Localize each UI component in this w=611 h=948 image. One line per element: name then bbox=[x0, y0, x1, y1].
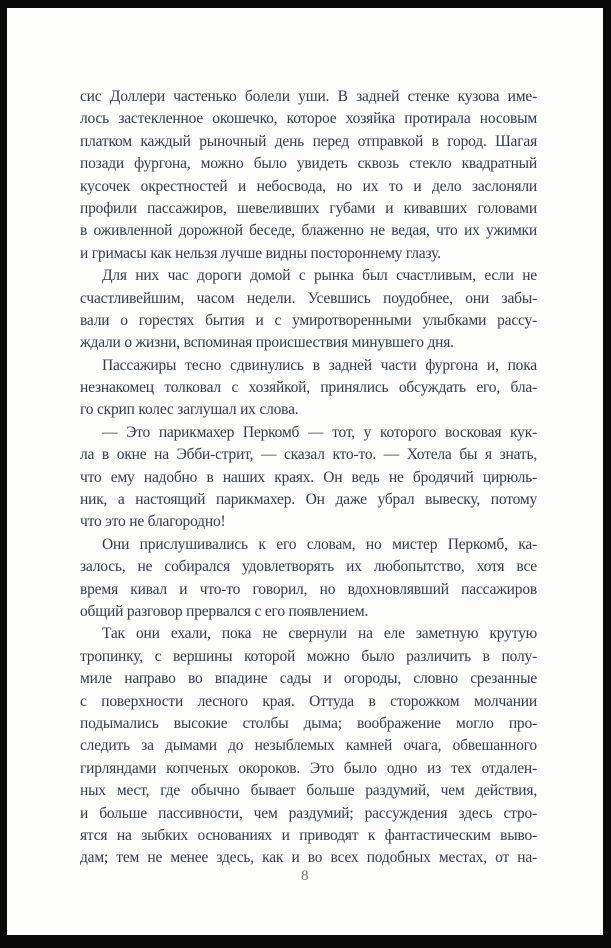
text-line: общий разговор прервался с его появлением. bbox=[80, 602, 369, 620]
text-line: Так они ехали, пока не свернули на еле заметную крутую bbox=[102, 625, 537, 643]
text-line: и гримасы как нельзя лучше видны постороннему глазу. bbox=[80, 244, 441, 262]
text-line: Для них час дороги домой с рынка был счастливым, если не bbox=[102, 267, 537, 285]
text-line: ник, а настоящий парикмахер. Он даже убрал вывеску, потому bbox=[80, 491, 537, 509]
text-line: ятся на зыбких основаниях и приводят к фантастическим выво- bbox=[80, 826, 537, 844]
page-number: 8 bbox=[301, 868, 309, 884]
text-line: с поверхности лесного края. Оттуда в сторожком молчании bbox=[80, 692, 537, 710]
text-line: незнакомец толковал с хозяйкой, принялись обсуждать его, бла- bbox=[80, 379, 537, 397]
text-block bbox=[80, 86, 537, 870]
text-line: сис Доллери частенько болели уши. В задней стенке кузова име- bbox=[80, 88, 537, 105]
book-page bbox=[7, 8, 603, 935]
text-line: подымались высокие столбы дыма; воображение могло про- bbox=[80, 714, 537, 732]
text-line: Они прислушивались к его словам, но мистер Перкомб, ка- bbox=[102, 535, 537, 553]
text-line: профили пассажиров, шевеливших губами и кивавших головами bbox=[80, 199, 537, 217]
text-line: платком каждый рыночный день перед отправкой в город. Шагая bbox=[80, 132, 537, 150]
text-line: вали о горестях бытия и с умиротворенными улыбками рассу- bbox=[80, 311, 537, 329]
text-line: го скрип колес заглушал их слова. bbox=[80, 401, 299, 419]
text-line: миле направо во впадине сады и огороды, словно срезанные bbox=[80, 670, 537, 688]
text-line: дам; тем не менее здесь, как и во всех подобных местах, от на- bbox=[80, 849, 537, 867]
text-line: ла в окне на Эбби-стрит, — сказал кто-то. — Хотела бы я знать, bbox=[80, 446, 537, 464]
text-line: в оживленной дорожной беседе, блаженно не ведая, что их ужимки bbox=[80, 222, 537, 240]
text-line: тропинку, с вершины которой можно было различить в полу- bbox=[80, 647, 537, 665]
text-line: кусочек окрестностей и небосвода, но их то и дело заслоняли bbox=[80, 177, 537, 195]
text-line: что это не благородно! bbox=[80, 513, 226, 531]
text-line: Пассажиры тесно сдвинулись в задней части фургона и, пока bbox=[102, 356, 537, 374]
text-line: следить за дымами до незыблемых камней очага, обвешанного bbox=[80, 737, 537, 755]
text-line: ных мест, где обычно бывает больше раздумий, чем действия, bbox=[80, 782, 537, 800]
text-line: счастливейшим, часом недели. Усевшись поудобнее, они забы- bbox=[80, 289, 537, 307]
text-line: лось застекленное окошечко, которое хозяйка протирала носовым bbox=[80, 110, 537, 128]
text-line: время кивал и что-то говорил, но вдохновлявший пассажиров bbox=[80, 580, 537, 598]
text-line: залось, не собирался удовлетворять их любопытство, хотя все bbox=[80, 558, 537, 576]
text-line: что ему надобно в наших краях. Он ведь не бродячий цирюль- bbox=[80, 468, 537, 486]
text-line: и больше пассивности, чем раздумий; рассуждения здесь стро- bbox=[80, 804, 537, 822]
text-line: — Это парикмахер Перкомб — тот, у которого восковая кук- bbox=[102, 423, 537, 441]
text-line: ждали о жизни, вспоминая происшествия минувшего дня. bbox=[80, 334, 454, 352]
text-line: позади фургона, можно было увидеть сквозь стекло квадратный bbox=[80, 155, 537, 173]
text-line: гирляндами копченых окороков. Это было одно из тех отдален- bbox=[80, 759, 537, 777]
